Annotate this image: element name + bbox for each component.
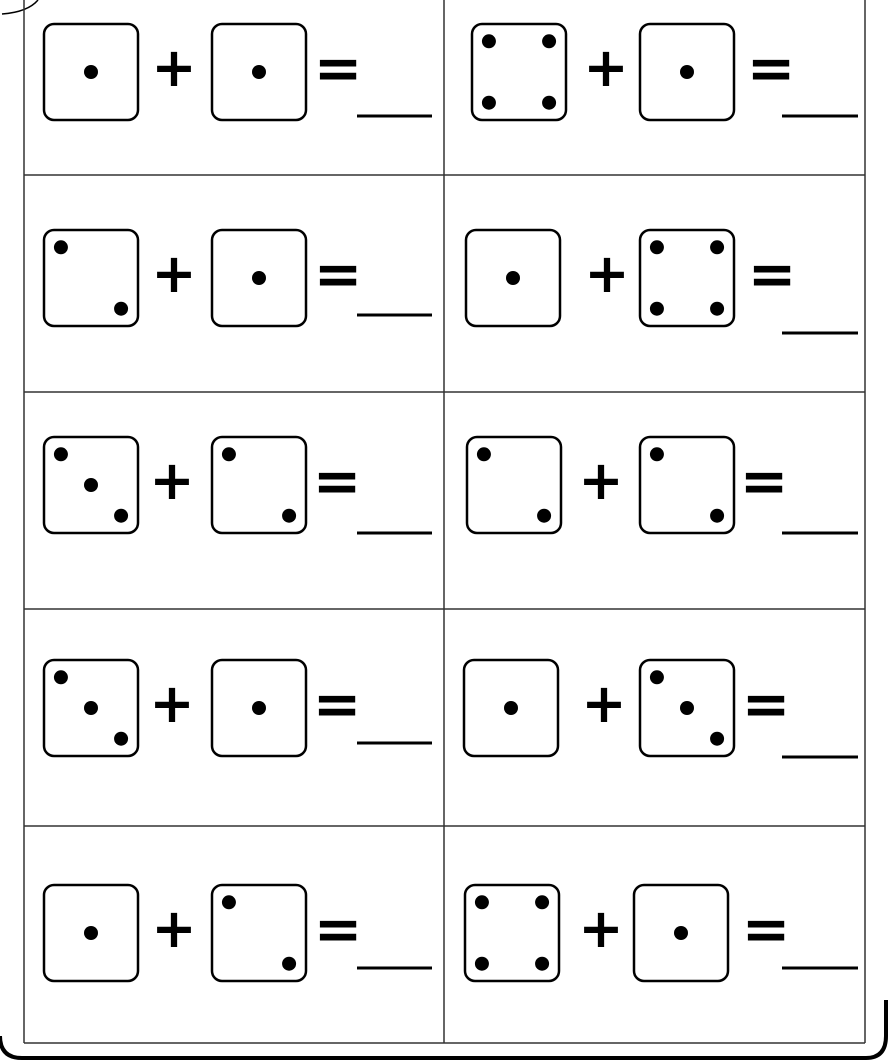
die-left bbox=[466, 230, 560, 326]
die-pip bbox=[504, 701, 518, 715]
plus-sign: + bbox=[149, 449, 195, 512]
die-left bbox=[44, 660, 138, 756]
die-pip bbox=[710, 732, 724, 746]
die-left bbox=[465, 885, 559, 981]
die-pip bbox=[475, 895, 489, 909]
die-pip bbox=[282, 509, 296, 523]
die-pip bbox=[84, 478, 98, 492]
die-pip bbox=[282, 957, 296, 971]
problem-grid bbox=[44, 24, 858, 981]
die-left bbox=[44, 885, 138, 981]
problem-4 bbox=[466, 230, 858, 333]
problem-1 bbox=[44, 24, 432, 120]
die-pip bbox=[542, 96, 556, 110]
plus-sign: + bbox=[578, 897, 624, 960]
problem-10 bbox=[465, 885, 858, 981]
die-pip bbox=[84, 926, 98, 940]
equals-sign: = bbox=[313, 34, 363, 102]
die-right bbox=[212, 660, 306, 756]
plus-sign: + bbox=[584, 242, 630, 305]
plus-sign: + bbox=[151, 242, 197, 305]
problem-2 bbox=[472, 24, 858, 120]
die-left bbox=[44, 230, 138, 326]
die-pip bbox=[477, 447, 491, 461]
problem-5 bbox=[44, 437, 432, 533]
die-pip bbox=[680, 701, 694, 715]
die-pip bbox=[252, 701, 266, 715]
die-right bbox=[212, 230, 306, 326]
die-pip bbox=[710, 509, 724, 523]
die-right bbox=[212, 437, 306, 533]
die-pip bbox=[650, 302, 664, 316]
die-pip bbox=[535, 957, 549, 971]
equals-sign: = bbox=[313, 895, 363, 963]
problem-8 bbox=[464, 660, 858, 757]
equals-sign: = bbox=[747, 240, 797, 308]
die-pip bbox=[542, 34, 556, 48]
equals-sign: = bbox=[313, 240, 363, 308]
equals-sign: = bbox=[312, 670, 362, 738]
plus-sign: + bbox=[581, 672, 627, 735]
die-pip bbox=[482, 96, 496, 110]
equals-sign: = bbox=[739, 447, 789, 515]
die-pip bbox=[114, 732, 128, 746]
plus-sign: + bbox=[151, 36, 197, 99]
die-right bbox=[634, 885, 728, 981]
problem-9 bbox=[44, 885, 432, 981]
equals-sign: = bbox=[312, 447, 362, 515]
die-pip bbox=[54, 447, 68, 461]
equals-sign: = bbox=[741, 895, 791, 963]
die-pip bbox=[650, 240, 664, 254]
die-pip bbox=[710, 302, 724, 316]
die-pip bbox=[506, 271, 520, 285]
equals-sign: = bbox=[746, 34, 796, 102]
die-right bbox=[640, 660, 734, 756]
problem-3 bbox=[44, 230, 432, 326]
problem-7 bbox=[44, 660, 432, 756]
die-pip bbox=[475, 957, 489, 971]
die-pip bbox=[222, 447, 236, 461]
die-pip bbox=[650, 670, 664, 684]
die-right bbox=[640, 24, 734, 120]
die-pip bbox=[114, 509, 128, 523]
die-pip bbox=[710, 240, 724, 254]
die-left bbox=[472, 24, 566, 120]
die-pip bbox=[482, 34, 496, 48]
die-pip bbox=[680, 65, 694, 79]
die-left bbox=[467, 437, 561, 533]
die-pip bbox=[537, 509, 551, 523]
die-pip bbox=[252, 65, 266, 79]
die-pip bbox=[650, 447, 664, 461]
die-pip bbox=[54, 670, 68, 684]
die-right bbox=[640, 437, 734, 533]
problem-6 bbox=[467, 437, 858, 533]
die-pip bbox=[222, 895, 236, 909]
die-pip bbox=[84, 701, 98, 715]
die-pip bbox=[114, 302, 128, 316]
die-pip bbox=[84, 65, 98, 79]
plus-sign: + bbox=[583, 36, 629, 99]
corner-curl bbox=[2, 0, 38, 14]
die-pip bbox=[252, 271, 266, 285]
die-pip bbox=[54, 240, 68, 254]
plus-sign: + bbox=[151, 897, 197, 960]
die-left bbox=[44, 437, 138, 533]
plus-sign: + bbox=[149, 672, 195, 735]
die-pip bbox=[535, 895, 549, 909]
die-right bbox=[212, 24, 306, 120]
plus-sign: + bbox=[578, 449, 624, 512]
equals-sign: = bbox=[741, 670, 791, 738]
die-left bbox=[44, 24, 138, 120]
die-right bbox=[212, 885, 306, 981]
die-right bbox=[640, 230, 734, 326]
outer-border-curve bbox=[0, 1000, 886, 1058]
die-left bbox=[464, 660, 558, 756]
die-pip bbox=[674, 926, 688, 940]
